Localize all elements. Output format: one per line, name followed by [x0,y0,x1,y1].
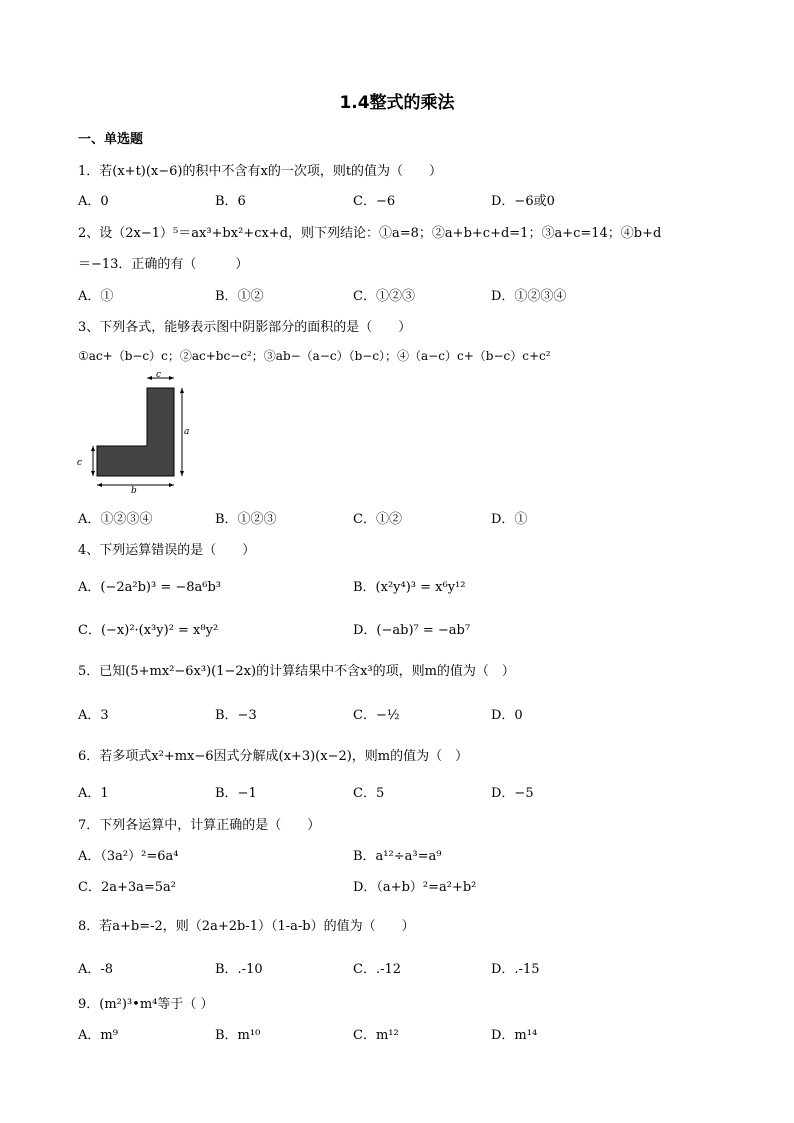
question-5-option-c: C．−½ [353,708,400,723]
question-8-option-d: D．.-15 [491,962,540,977]
question-3-figure [74,372,194,494]
question-2-stem-line2: ＝−13．正确的有（ ） [78,257,249,272]
question-3-option-d: D．① [491,512,528,527]
question-6-option-c: C．5 [353,786,385,801]
question-7-option-d: D．（a+b）²=a²+b² [353,880,477,895]
question-6-stem: 6．若多项式x²+mx−6因式分解成(x+3)(x−2)，则m的值为（ ） [78,749,469,764]
question-2-option-b: B．①② [215,289,264,304]
dim-right-label: a [184,427,190,437]
question-9-option-b: B．m¹⁰ [215,1028,261,1043]
question-8-stem: 8．若a+b=-2，则（2a+2b-1）（1-a-b）的值为（ ） [78,919,415,934]
question-4-option-c: C．(−x)²·(x³y)² = x⁸y² [78,623,219,638]
question-9-option-a: A．m⁹ [78,1028,118,1043]
question-5-option-b: B．−3 [215,708,257,723]
question-1-option-b: B．6 [215,194,246,209]
question-3-option-a: A．①②③④ [78,512,153,527]
question-3-option-c: C．①② [353,512,402,527]
question-4-option-b: B．(x²y⁴)³ = x⁶y¹² [353,580,466,595]
question-4-option-a: A．(−2a²b)³ = −8a⁶b³ [78,580,222,595]
question-8-option-a: A．-8 [78,962,114,977]
question-8-option-b: B．.-10 [215,962,263,977]
question-7-option-b: B．a¹²÷a³=a⁹ [353,849,442,864]
question-6-option-b: B．−1 [215,786,257,801]
question-9-stem: 9．(m²)³•m⁴等于（ ） [78,997,214,1012]
question-2-option-a: A．① [78,289,114,304]
question-7-option-c: C．2a+3a=5a² [78,880,177,895]
question-3-stem: 3、下列各式，能够表示图中阴影部分的面积的是（ ） [78,320,412,335]
question-6-option-a: A．1 [78,786,109,801]
shaded-l-shape [97,388,174,476]
dim-left-label: c [77,458,83,468]
question-1-option-a: A．0 [78,194,109,209]
page-title: 1.4整式的乘法 [339,93,455,113]
question-5-option-a: A．3 [78,708,109,723]
question-3-expressions: ①ac+（b−c）c；②ac+bc−c²；③ab−（a−c）（b−c）；④（a−c）c+（b−c）c+c² [78,349,551,363]
question-8-option-c: C．.-12 [353,962,402,977]
section-heading: 一、单选题 [78,132,144,147]
question-2-option-d: D．①②③④ [491,289,567,304]
question-4-option-d: D．(−ab)⁷ = −ab⁷ [353,623,471,638]
question-7-option-a: A．（3a²）²=6a⁴ [78,849,179,864]
question-9-option-d: D．m¹⁴ [491,1028,538,1043]
question-7-stem: 7．下列各运算中，计算正确的是（ ） [78,818,321,833]
question-2-stem: 2、设（2x−1）⁵＝ax³+bx²+cx+d，则下列结论：①a=8；②a+b+c+d=1；③a+c=14；④b+d [78,226,662,241]
question-1-stem: 1．若(x+t)(x−6)的积中不含有x的一次项，则t的值为（ ） [78,164,443,179]
question-1-option-d: D．−6或0 [491,194,555,209]
question-3-option-b: B．①②③ [215,512,277,527]
question-1-option-c: C．−6 [353,194,396,209]
question-2-option-c: C．①②③ [353,289,415,304]
question-4-stem: 4、下列运算错误的是（ ） [78,543,256,558]
question-6-option-d: D．−5 [491,786,534,801]
question-5-stem: 5．已知(5+mx²−6x³)(1−2x)的计算结果中不含x³的项，则m的值为（ ） [78,664,515,679]
dim-top-label: c [156,372,162,380]
question-9-option-c: C．m¹² [353,1028,399,1043]
question-5-option-d: D．0 [491,708,523,723]
dim-bottom-label: b [131,486,137,494]
